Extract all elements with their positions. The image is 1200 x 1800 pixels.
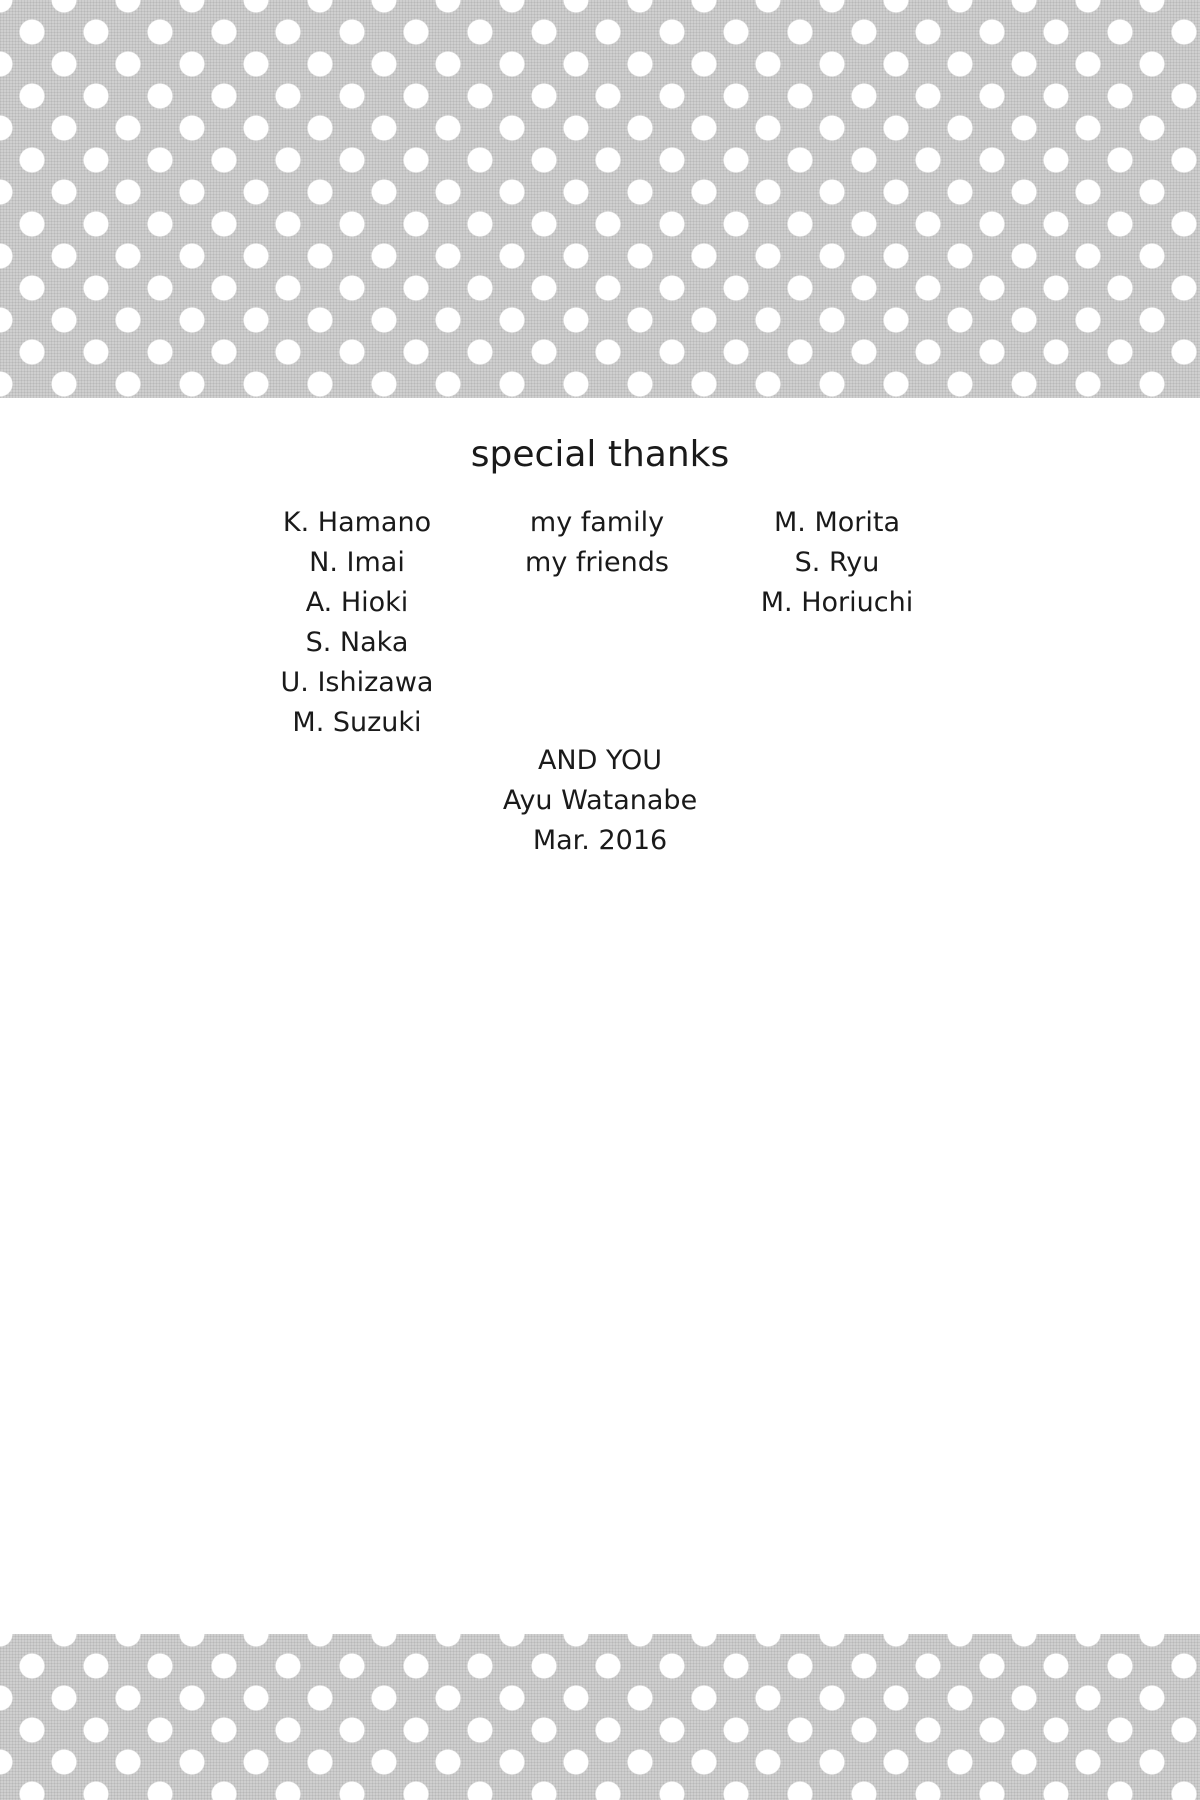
thanks-name: N. Imai <box>309 547 405 578</box>
date-line: Mar. 2016 <box>532 825 668 856</box>
signoff-block <box>0 741 1200 861</box>
thanks-name: S. Ryu <box>794 547 880 578</box>
thanks-name: M. Suzuki <box>292 707 422 738</box>
thanks-column-right <box>707 503 967 623</box>
thanks-name: M. Horiuchi <box>760 587 914 618</box>
thanks-name: U. Ishizawa <box>280 667 434 698</box>
thanks-name: my friends <box>525 547 669 578</box>
and-you-line: AND YOU <box>537 745 663 776</box>
thanks-name: K. Hamano <box>282 507 432 538</box>
thanks-column-middle <box>467 503 727 583</box>
polka-dot-band-top <box>0 0 1200 398</box>
thanks-name: A. Hioki <box>305 587 409 618</box>
thanks-name: S. Naka <box>305 627 409 658</box>
thanks-name: M. Morita <box>773 507 900 538</box>
page-title: special thanks <box>470 434 730 475</box>
thanks-name: my family <box>529 507 665 538</box>
thanks-column-left <box>227 503 487 743</box>
author-name: Ayu Watanabe <box>502 785 698 816</box>
polka-dot-band-bottom <box>0 1634 1200 1800</box>
